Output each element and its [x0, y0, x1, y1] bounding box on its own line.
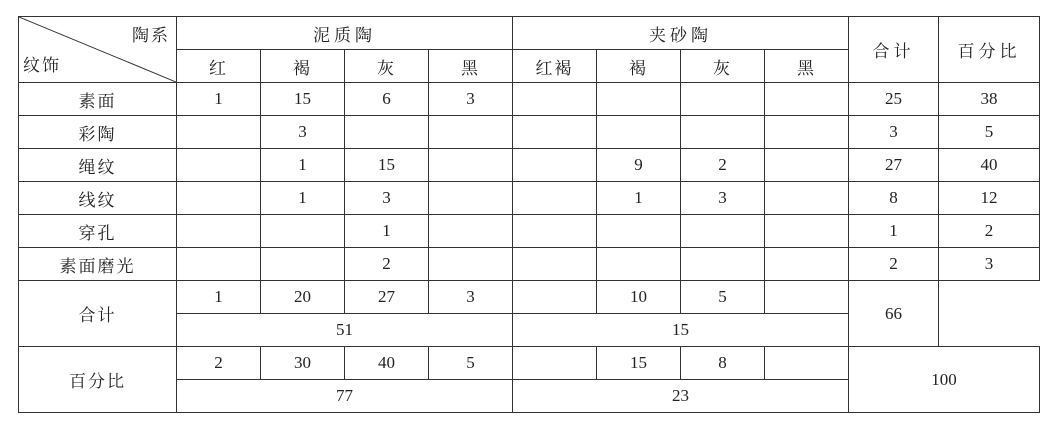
- table-cell: 3: [429, 281, 513, 314]
- table-cell: [681, 248, 765, 281]
- row-label: 彩陶: [19, 116, 177, 149]
- sub-header: 黑: [429, 50, 513, 83]
- table-cell: 9: [597, 149, 681, 182]
- corner-bottom-label: 纹饰: [23, 56, 61, 76]
- table-cell: [177, 215, 261, 248]
- table-cell: 40: [345, 347, 429, 380]
- table-row: [19, 248, 1040, 281]
- group1-percent: 77: [177, 380, 513, 413]
- row-percent: 2: [939, 215, 1040, 248]
- table-cell: 15: [345, 149, 429, 182]
- table-cell: [177, 149, 261, 182]
- row-label: 素面磨光: [19, 248, 177, 281]
- table-cell: [429, 248, 513, 281]
- sum-label: 合计: [19, 281, 177, 347]
- row-label: 绳纹: [19, 149, 177, 182]
- table-cell: [765, 149, 849, 182]
- group2-percent: 23: [513, 380, 849, 413]
- table-cell: [681, 83, 765, 116]
- table-cell: [765, 248, 849, 281]
- group-header-jiashatao: 夹砂陶: [513, 17, 849, 50]
- table-cell: [681, 215, 765, 248]
- pottery-table-wrapper: [18, 16, 1040, 413]
- table-cell: [765, 182, 849, 215]
- row-percent: 3: [939, 248, 1040, 281]
- table-cell: 2: [345, 248, 429, 281]
- table-cell: [513, 116, 597, 149]
- table-cell: 8: [681, 347, 765, 380]
- percent-row: [19, 347, 1040, 380]
- table-cell: 27: [345, 281, 429, 314]
- table-cell: 1: [261, 149, 345, 182]
- table-cell: 3: [261, 116, 345, 149]
- table-cell: [765, 347, 849, 380]
- table-cell: 6: [345, 83, 429, 116]
- table-cell: [429, 116, 513, 149]
- sub-header: 灰: [345, 50, 429, 83]
- table-cell: 1: [177, 281, 261, 314]
- table-cell: [513, 182, 597, 215]
- table-cell: [429, 149, 513, 182]
- table-cell: [345, 116, 429, 149]
- percent-grand-total: 100: [849, 347, 1040, 413]
- table-cell: 15: [597, 347, 681, 380]
- table-cell: [681, 116, 765, 149]
- sub-header: 褐: [261, 50, 345, 83]
- table-cell: [765, 215, 849, 248]
- table-cell: [513, 215, 597, 248]
- table-cell: [429, 215, 513, 248]
- empty-cell: [939, 281, 1040, 347]
- table-cell: 1: [177, 83, 261, 116]
- table-cell: [429, 182, 513, 215]
- table-cell: [513, 149, 597, 182]
- table-cell: [597, 248, 681, 281]
- table-cell: 30: [261, 347, 345, 380]
- table-cell: [261, 248, 345, 281]
- table-cell: [261, 215, 345, 248]
- table-cell: 1: [345, 215, 429, 248]
- table-row: [19, 149, 1040, 182]
- table-cell: 5: [429, 347, 513, 380]
- table-cell: 3: [681, 182, 765, 215]
- group2-total: 15: [513, 314, 849, 347]
- table-cell: 2: [681, 149, 765, 182]
- table-cell: [513, 347, 597, 380]
- row-percent: 40: [939, 149, 1040, 182]
- table-cell: 20: [261, 281, 345, 314]
- table-cell: [765, 281, 849, 314]
- row-total: 8: [849, 182, 939, 215]
- table-cell: 15: [261, 83, 345, 116]
- table-cell: [177, 248, 261, 281]
- table-cell: 5: [681, 281, 765, 314]
- pottery-decoration-table: [18, 16, 1040, 413]
- table-cell: 1: [597, 182, 681, 215]
- table-cell: [597, 215, 681, 248]
- row-percent: 12: [939, 182, 1040, 215]
- table-row: [19, 182, 1040, 215]
- row-total: 27: [849, 149, 939, 182]
- row-label: 素面: [19, 83, 177, 116]
- sub-header: 灰: [681, 50, 765, 83]
- sub-header: 黑: [765, 50, 849, 83]
- row-label: 穿孔: [19, 215, 177, 248]
- group-header-niezhitao: 泥质陶: [177, 17, 513, 50]
- table-cell: [597, 83, 681, 116]
- row-percent: 5: [939, 116, 1040, 149]
- table-cell: 2: [177, 347, 261, 380]
- row-total: 1: [849, 215, 939, 248]
- table-cell: [177, 182, 261, 215]
- corner-header-cell: [19, 17, 177, 83]
- row-label: 线纹: [19, 182, 177, 215]
- grand-total: 66: [849, 281, 939, 347]
- percent-label: 百分比: [19, 347, 177, 413]
- table-row: [19, 83, 1040, 116]
- table-cell: [597, 116, 681, 149]
- table-cell: [765, 83, 849, 116]
- percent-header: 百分比: [939, 17, 1040, 83]
- table-cell: [513, 83, 597, 116]
- row-percent: 38: [939, 83, 1040, 116]
- sub-header: 红: [177, 50, 261, 83]
- row-total: 2: [849, 248, 939, 281]
- table-cell: [177, 116, 261, 149]
- row-total: 25: [849, 83, 939, 116]
- row-total: 3: [849, 116, 939, 149]
- table-cell: [765, 116, 849, 149]
- group1-total: 51: [177, 314, 513, 347]
- corner-top-label: 陶系: [132, 26, 170, 46]
- table-cell: [513, 248, 597, 281]
- total-header: 合计: [849, 17, 939, 83]
- table-cell: 10: [597, 281, 681, 314]
- table-row: [19, 116, 1040, 149]
- table-cell: 3: [345, 182, 429, 215]
- sum-row: [19, 281, 1040, 314]
- sub-header: 褐: [597, 50, 681, 83]
- table-cell: 1: [261, 182, 345, 215]
- table-row: [19, 215, 1040, 248]
- sub-header: 红褐: [513, 50, 597, 83]
- table-cell: 3: [429, 83, 513, 116]
- table-cell: [513, 281, 597, 314]
